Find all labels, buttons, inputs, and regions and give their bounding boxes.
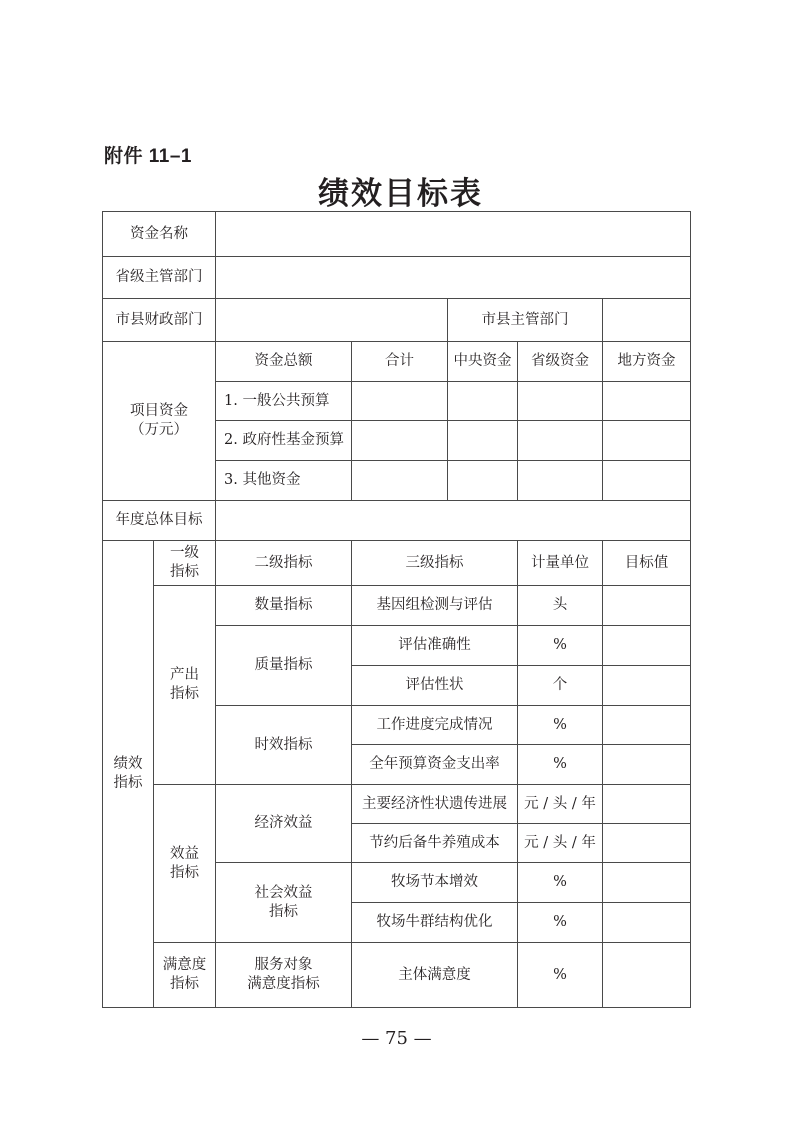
indicator-unit: % [518, 706, 603, 745]
indicator-name: 节约后备牛养殖成本 [352, 824, 518, 863]
benefit-label-line1: 效益 [170, 845, 199, 862]
indicator-unit: 头 [518, 586, 603, 626]
annual-goal-value[interactable] [216, 501, 691, 541]
table-row [103, 299, 691, 342]
header-subtotal: 合计 [352, 342, 448, 382]
benefit-label-line2: 指标 [170, 864, 199, 881]
fund-cell[interactable] [603, 461, 691, 501]
service-label-line1: 服务对象 [254, 957, 313, 973]
target-value-cell[interactable] [603, 626, 691, 666]
header-target: 目标值 [603, 541, 691, 586]
header-central-funds: 中央资金 [448, 342, 518, 382]
indicator-unit: % [518, 626, 603, 666]
satisfaction-label-line2: 指标 [170, 976, 199, 992]
header-total-amount: 资金总额 [216, 342, 352, 382]
quality-indicator-label: 质量指标 [216, 626, 352, 706]
fund-cell[interactable] [518, 382, 603, 421]
fund-cell[interactable] [448, 382, 518, 421]
satisfaction-label-line1: 满意度 [162, 957, 207, 973]
fund-item-label: 1. 一般公共预算 [216, 382, 352, 421]
target-value-cell[interactable] [603, 863, 691, 903]
attachment-label: 附件 11–1 [104, 146, 192, 167]
fund-name-label: 资金名称 [103, 212, 216, 257]
satisfaction-indicators-label [154, 943, 216, 1008]
indicator-unit: 元 / 头 / 年 [518, 785, 603, 824]
social-label-line2: 指标 [269, 903, 298, 920]
fund-item-label: 3. 其他资金 [216, 461, 352, 501]
fund-cell[interactable] [518, 421, 603, 461]
provincial-dept-value[interactable] [216, 257, 691, 299]
economic-benefit-label: 经济效益 [216, 785, 352, 863]
header-level1-line2: 指标 [170, 564, 199, 580]
social-benefit-label [216, 863, 352, 943]
header-level1-line1: 一级 [170, 545, 199, 561]
city-competent-dept-label: 市县主管部门 [448, 299, 603, 342]
indicator-unit: % [518, 903, 603, 943]
indicator-name: 评估准确性 [352, 626, 518, 666]
table-row [103, 943, 691, 1008]
output-indicators-label [154, 586, 216, 785]
fund-cell[interactable] [448, 421, 518, 461]
social-label-line1: 社会效益 [254, 884, 313, 901]
target-value-cell[interactable] [603, 943, 691, 1008]
indicator-name: 牧场牛群结构优化 [352, 903, 518, 943]
performance-label-line1: 绩效 [113, 756, 143, 772]
indicator-name: 主要经济性状遗传进展 [352, 785, 518, 824]
fund-item-label: 2. 政府性基金预算 [216, 421, 352, 461]
fund-cell[interactable] [518, 461, 603, 501]
indicator-unit: 个 [518, 666, 603, 706]
header-local-funds: 地方资金 [603, 342, 691, 382]
table-row [103, 541, 691, 586]
target-value-cell[interactable] [603, 785, 691, 824]
header-unit: 计量单位 [518, 541, 603, 586]
indicator-unit: 元 / 头 / 年 [518, 824, 603, 863]
indicator-name: 全年预算资金支出率 [352, 745, 518, 785]
header-level2: 二级指标 [216, 541, 352, 586]
city-competent-dept-value[interactable] [603, 299, 691, 342]
quantity-indicator-label: 数量指标 [216, 586, 352, 626]
indicator-name: 评估性状 [352, 666, 518, 706]
table-row [103, 785, 691, 824]
indicator-unit: % [518, 943, 603, 1008]
header-level1 [154, 541, 216, 586]
table-row [103, 342, 691, 382]
target-value-cell[interactable] [603, 666, 691, 706]
header-provincial-funds: 省级资金 [518, 342, 603, 382]
performance-target-table [102, 211, 691, 1008]
annual-goal-label: 年度总体目标 [103, 501, 216, 541]
performance-indicators-label [103, 541, 154, 1008]
target-value-cell[interactable] [603, 903, 691, 943]
benefit-indicators-label [154, 785, 216, 943]
page-number: — 75 — [361, 1028, 432, 1049]
city-finance-dept-label: 市县财政部门 [103, 299, 216, 342]
fund-cell[interactable] [352, 421, 448, 461]
table-row [103, 257, 691, 299]
fund-cell[interactable] [448, 461, 518, 501]
performance-label-line2: 指标 [113, 775, 143, 791]
fund-cell[interactable] [603, 382, 691, 421]
indicator-unit: % [518, 745, 603, 785]
timeliness-indicator-label: 时效指标 [216, 706, 352, 785]
provincial-dept-label: 省级主管部门 [103, 257, 216, 299]
table-row [103, 586, 691, 626]
table-row [103, 212, 691, 257]
output-label-line1: 产出 [170, 667, 199, 683]
city-finance-dept-value[interactable] [216, 299, 448, 342]
header-level3: 三级指标 [352, 541, 518, 586]
target-value-cell[interactable] [603, 706, 691, 745]
fund-cell[interactable] [352, 382, 448, 421]
target-value-cell[interactable] [603, 586, 691, 626]
target-value-cell[interactable] [603, 824, 691, 863]
table-row [103, 501, 691, 541]
fund-cell[interactable] [603, 421, 691, 461]
project-funds-label-line1: 项目资金 [130, 403, 188, 419]
indicator-name: 牧场节本增效 [352, 863, 518, 903]
indicator-name: 基因组检测与评估 [352, 586, 518, 626]
service-satisfaction-label [216, 943, 352, 1008]
fund-cell[interactable] [352, 461, 448, 501]
project-funds-label [103, 342, 216, 501]
indicator-unit: % [518, 863, 603, 903]
indicator-name: 工作进度完成情况 [352, 706, 518, 745]
indicator-name: 主体满意度 [352, 943, 518, 1008]
project-funds-label-line2: （万元） [130, 422, 188, 438]
service-label-line2: 满意度指标 [247, 976, 320, 992]
target-value-cell[interactable] [603, 745, 691, 785]
output-label-line2: 指标 [170, 686, 199, 702]
page-title: 绩效目标表 [318, 176, 483, 212]
fund-name-value[interactable] [216, 212, 691, 257]
